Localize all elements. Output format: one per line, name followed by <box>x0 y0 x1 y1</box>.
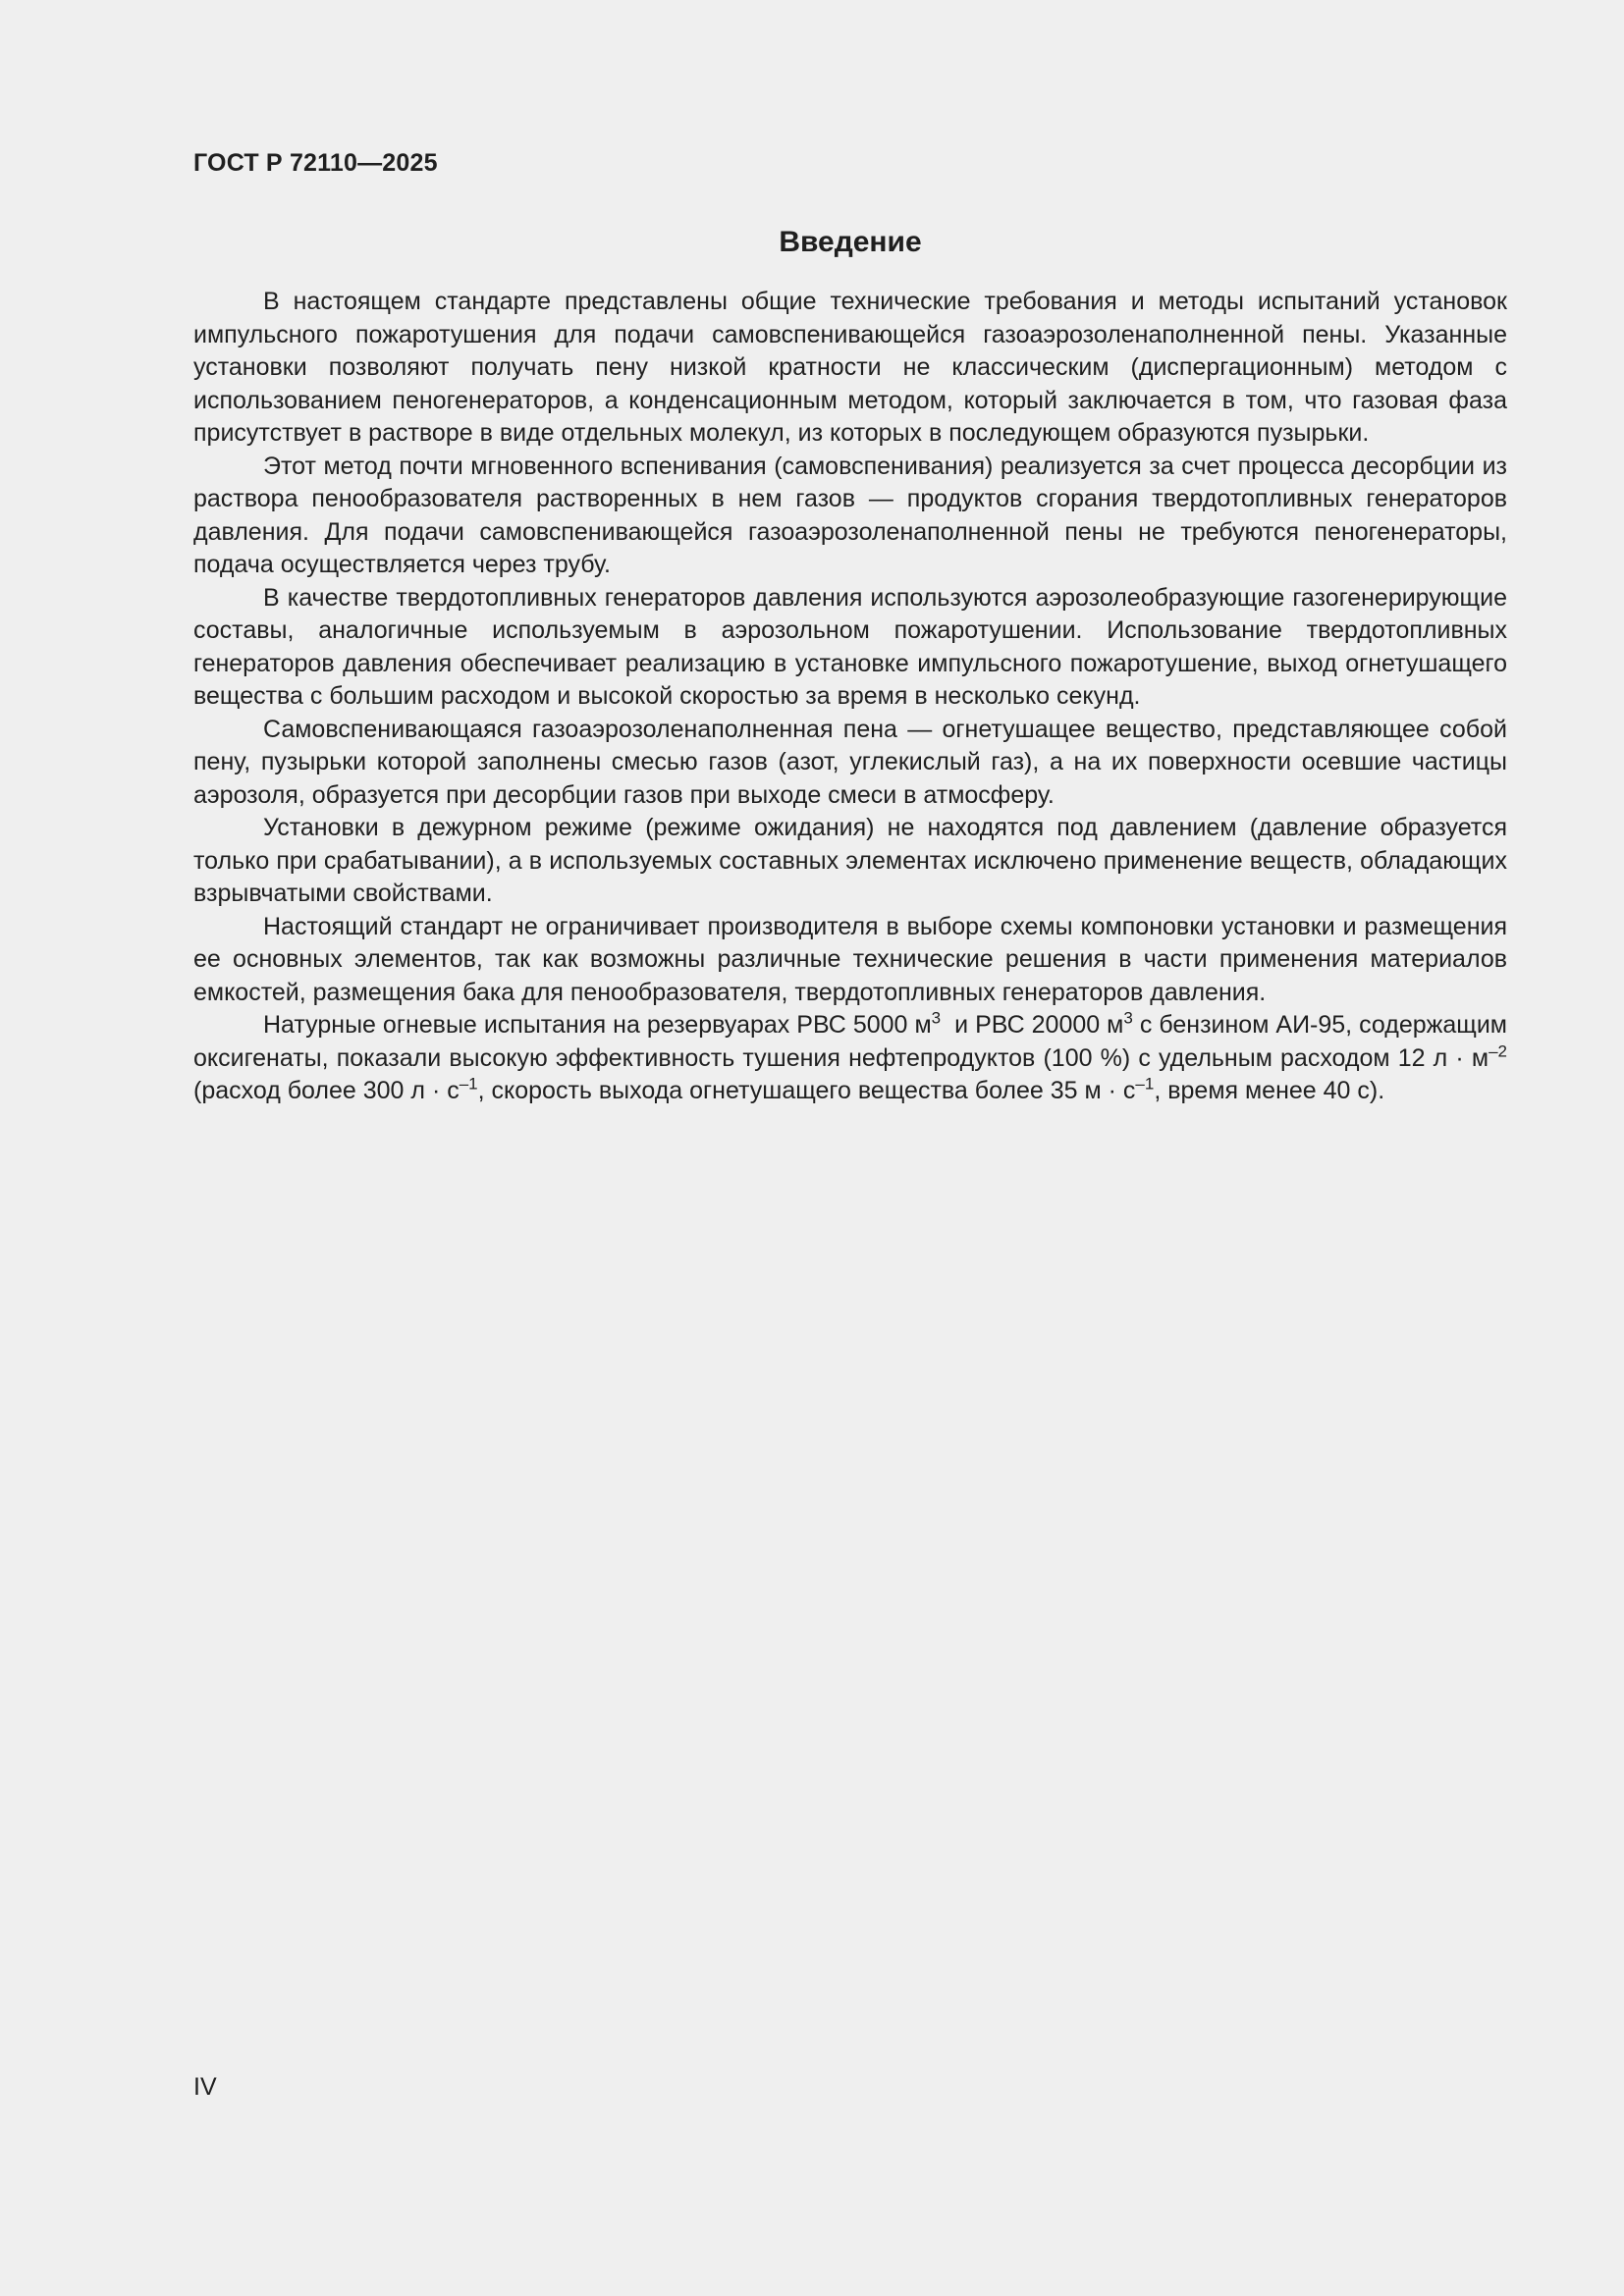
document-id-header: ГОСТ Р 72110—2025 <box>193 149 438 177</box>
paragraph: Самовспенивающаяся газоаэрозоленаполненная пена — огнетушащее вещество, представляющее собой пену, пузырьки которой заполнены смесью газов (азот, углекислый газ), а на их поверхности осевшие частицы аэрозоля, образуется при десорбции газов при выходе смеси в атмосферу. <box>193 715 1507 809</box>
superscript: –1 <box>1135 1074 1155 1094</box>
text-run: с бензином АИ-95, содержащим оксигенаты, показали высокую эффективность тушения нефтепродуктов (100 %) с удельным расходом 12 л · м <box>193 1011 1507 1072</box>
page-number: IV <box>193 2073 217 2101</box>
paragraph: В качестве твердотопливных генераторов давления используются аэрозолеобразующие газогенерирующие составы, аналогичные используемым в аэрозольном пожаротушении. Использование твердотопливных генераторов давления обеспечивает реализацию в установке импульсного пожаротушение, выход огнетушащего вещества с большим расходом и высокой скоростью за время в несколько секунд. <box>193 583 1507 710</box>
section-body <box>193 286 1507 1108</box>
paragraph: Этот метод почти мгновенного вспенивания (самовспенивания) реализуется за счет процесса десорбции из раствора пенообразователя растворенных в нем газов — продуктов сгорания твердотопливных генераторов давления. Для подачи самовспенивающейся газоаэрозоленаполненной пены не требуются пеногенераторы, подача осуществляется через трубу. <box>193 452 1507 578</box>
paragraph: Настоящий стандарт не ограничивает производителя в выборе схемы компоновки установки и размещения ее основных элементов, так как возможны различные технические решения в части применения материалов емкостей, размещения бака для пенообразователя, твердотопливных генераторов давления. <box>193 912 1507 1006</box>
text-run: , скорость выхода огнетушащего вещества более 35 м · с <box>477 1077 1136 1104</box>
text-run: и РВС 20000 м <box>941 1011 1124 1039</box>
paragraph: В настоящем стандарте представлены общие технические требования и методы испытаний установок импульсного пожаротушения для подачи самовспенивающейся газоаэрозоленаполненной пены. Указанные установки позволяют получать пену низкой кратности не классическим (диспергационным) методом с использованием пеногенераторов, а конденсационным методом, который заключается в том, что газовая фаза присутствует в растворе в виде отдельных молекул, из которых в последующем образуются пузырьки. <box>193 288 1507 447</box>
text-run: (расход более 300 л · с <box>193 1077 460 1104</box>
superscript: –1 <box>459 1074 478 1094</box>
paragraph: Установки в дежурном режиме (режиме ожидания) не находятся под давлением (давление образуется только при срабатывании), а в используемых составных элементах исключено применение веществ, обладающих взрывчатыми свойствами. <box>193 814 1507 907</box>
superscript: 3 <box>931 1008 942 1028</box>
section-title: Введение <box>779 226 922 258</box>
superscript: 3 <box>1123 1008 1133 1028</box>
paragraph-field-tests <box>193 1009 1507 1108</box>
text-run: Натурные огневые испытания на резервуарах РВС 5000 м <box>263 1011 932 1039</box>
text-run: , время менее 40 с). <box>1154 1077 1385 1104</box>
superscript: –2 <box>1489 1041 1507 1061</box>
